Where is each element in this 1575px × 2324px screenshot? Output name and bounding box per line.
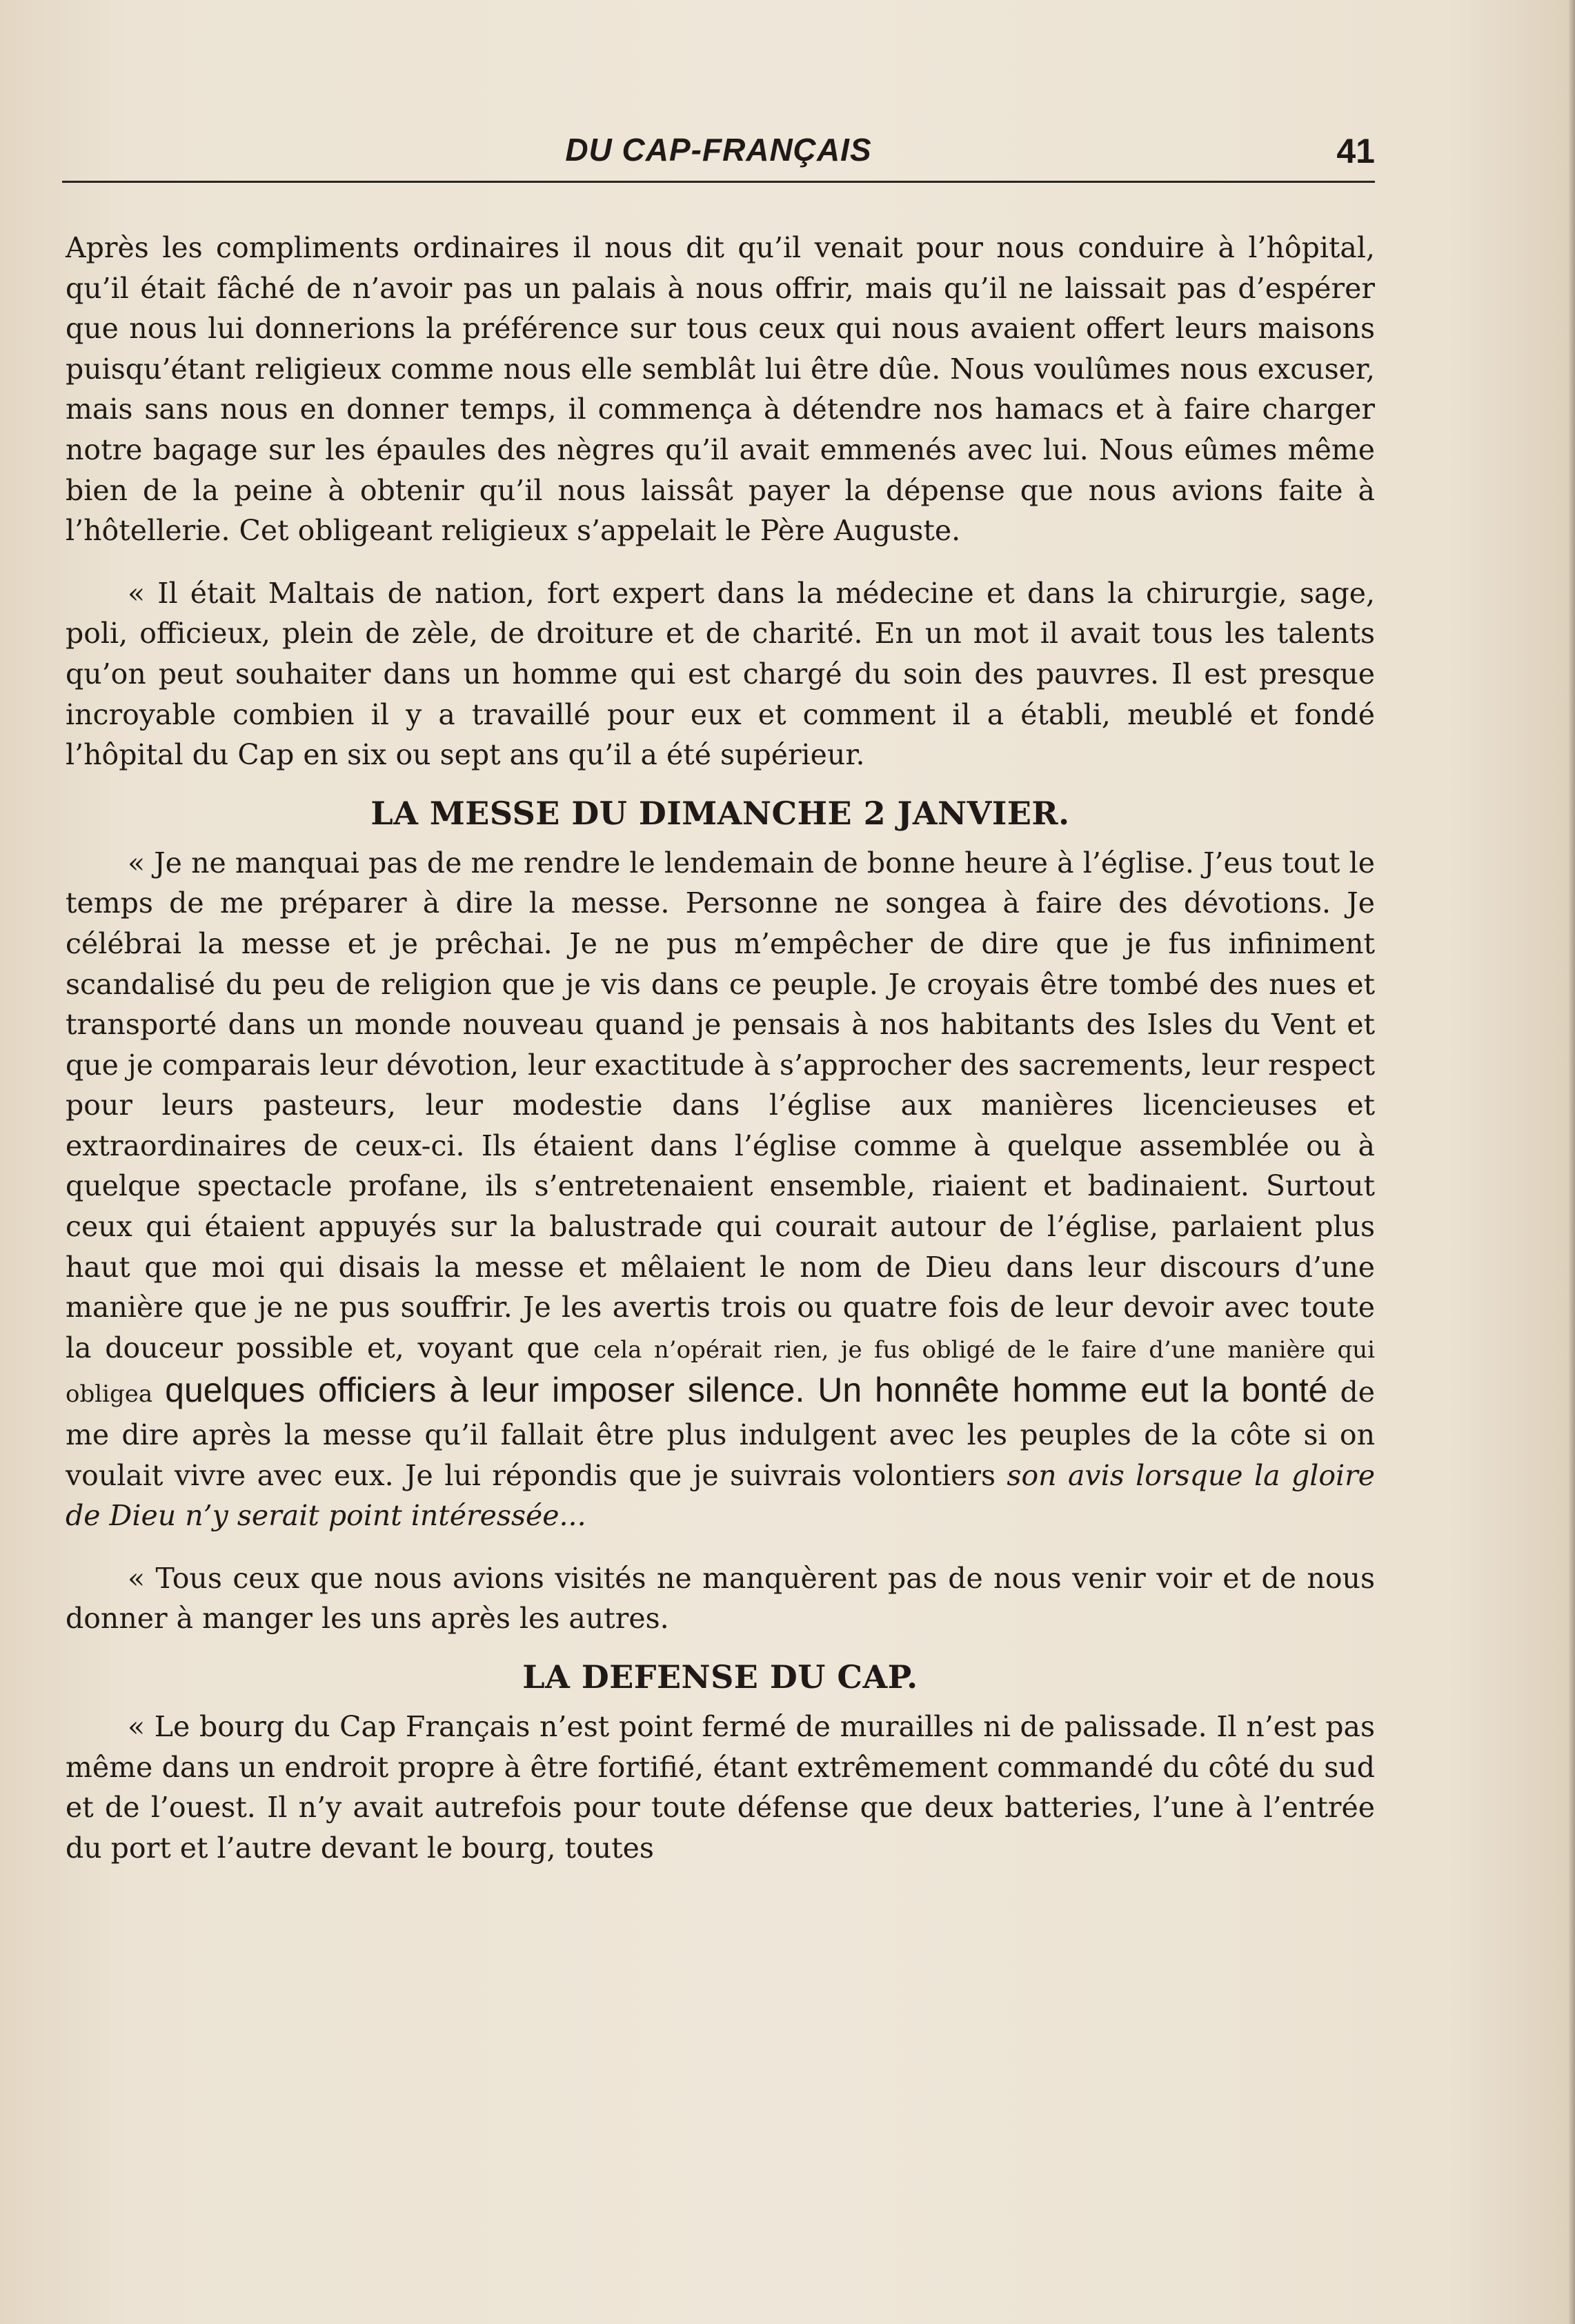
paragraph-pere-auguste: Après les compliments ordinaires il nous dit qu’il venait pour nous conduire à l’hôpital, qu’il était fâché de n’avoir pas un palais à nous offrir, mais qu’il ne laissait pas d’espérer que nous lui donnerions la préférence sur tous ceux qui nous avaient offert leurs maisons puisqu’étant religieux comme nous elle semblât lui être dûe. Nous voulûmes nous excuser, mais sans nous en donner temps, il commença à détendre nos hamacs et à faire charger notre bagage sur les épaules des nègres qu’il avait emmenés avec lui. Nous eûmes même bien de la peine à obtenir qu’il nous laissât payer la dépense que nous avions faite à l’hôtellerie. Cet obligeant religieux s’appelait le Père Auguste. <box>66 231 1375 548</box>
page-body <box>66 228 1375 1868</box>
paragraph-maltais <box>66 573 1375 775</box>
paragraph-messe-italic-text: son avis lorsque la gloire de Dieu n’y serait point intéressée... <box>66 1458 1375 1533</box>
section-heading-defense: LA DEFENSE DU CAP. <box>522 1658 918 1696</box>
paragraph-visites <box>66 1558 1375 1639</box>
page-number: 41 <box>1336 132 1375 170</box>
section-heading-messe: LA MESSE DU DIMANCHE 2 JANVIER. <box>370 794 1070 832</box>
running-title: DU CAP-FRANÇAIS <box>565 132 872 168</box>
header-rule <box>62 181 1375 183</box>
paragraph-messe-end-text: de me dire après la messe qu’il fallait être plus indulgent avec les peuples de la côte si on voulait vivre avec eux. Je lui répondis que je suivrais volontiers <box>66 1375 1375 1492</box>
paragraph-messe <box>66 843 1375 1536</box>
paragraph-messe-small-text: cela n’opérait rien, je fus obligé de le faire d’une manière qui obligea <box>66 1335 1375 1409</box>
paragraph-messe-large-text: quelques officiers à leur imposer silence. Un honnête homme eut la bonté <box>165 1371 1328 1410</box>
paragraph-messe-text: « Je ne manquai pas de me rendre le lendemain de bonne heure à l’église. J’eus tout le temps de me préparer à dire la messe. Personne ne songea à faire des dévotions. Je célébrai la messe et je prêchai. Je ne pus m’empêcher de dire que je fus infiniment scandalisé du peu de religion que je vis dans ce peuple. Je croyais être tombé des nues et transporté dans un monde nouveau quand je pensais à nos habitants des Isles du Vent et que je comparais leur dévotion, leur exactitude à s’approcher des sacrements, leur respect pour leurs pasteurs, leur modestie dans l’église aux manières licencieuses et extraordinaires de ceux-ci. Ils étaient dans l’église comme à quelque assemblée ou à quelque spectacle profane, ils s’entretenaient ensemble, riaient et badinaient. Surtout ceux qui étaient appuyés sur la balustrade qui courait autour de l’église, parlaient plus haut que moi qui disais la messe et mêlaient le nom de Dieu dans leur discours d’une manière que je ne pus souffrir. Je les avertis trois ou quatre fois de leur devoir avec toute la douceur possible et, voyant que <box>66 846 1375 1364</box>
paragraph-defense <box>66 1707 1375 1868</box>
paragraph-defense-text: « Le bourg du Cap Français n’est point fermé de murailles ni de palissade. Il n’est pas même dans un endroit propre à être fortifié, étant extrêmement commandé du côté du sud et de l’ouest. Il n’y avait autrefois pour toute défense que deux batteries, l’une à l’entrée du port et l’autre devant le bourg, toutes <box>66 1710 1375 1865</box>
paragraph-maltais-text: « Il était Maltais de nation, fort expert dans la médecine et dans la chirurgie, sage, poli, officieux, plein de zèle, de droiture et de charité. En un mot il avait tous les talents qu’on peut souhaiter dans un homme qui est chargé du soin des pauvres. Il est presque incroyable combien il y a travaillé pour eux et comment il a établi, meublé et fondé l’hôpital du Cap en six ou sept ans qu’il a été supérieur. <box>66 576 1375 772</box>
page-header <box>62 131 1375 186</box>
paragraph-visites-text: « Tous ceux que nous avions visités ne manquèrent pas de nous venir voir et de nous donner à manger les uns après les autres. <box>66 1561 1375 1636</box>
page-edge-shadow <box>1568 0 1575 2324</box>
